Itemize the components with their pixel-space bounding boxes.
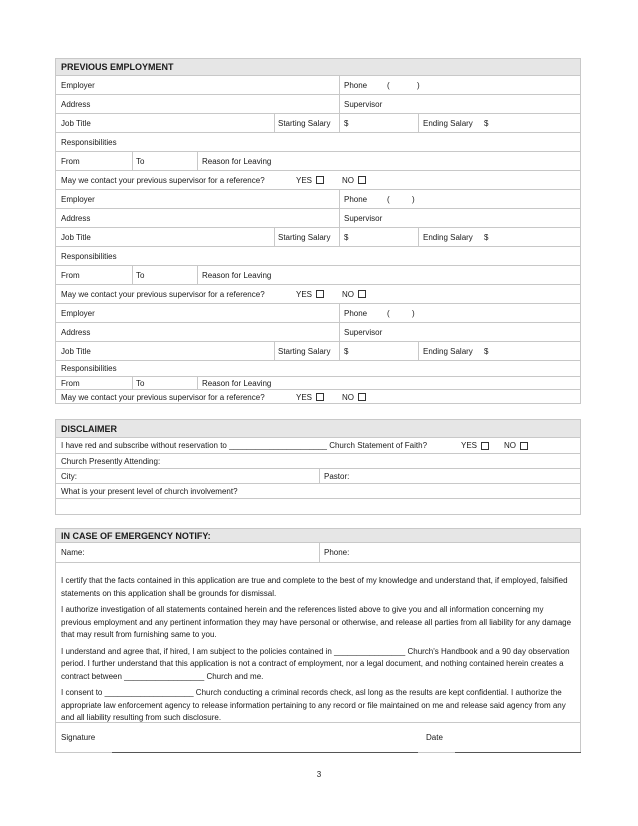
ending-salary-label: Ending Salary xyxy=(423,346,473,356)
certification-text xyxy=(56,563,580,723)
yes-option[interactable] xyxy=(296,285,324,303)
contact-row xyxy=(56,171,580,190)
responsibilities-label: Responsibilities xyxy=(61,251,117,261)
starting-salary-dollar: $ xyxy=(344,118,349,128)
job-title-label: Job Title xyxy=(61,232,91,242)
responsibilities-row[interactable] xyxy=(56,133,580,152)
phone-label: Phone xyxy=(344,194,368,204)
from-label: From xyxy=(61,378,80,388)
address-label: Address xyxy=(61,99,91,109)
supervisor-label: Supervisor xyxy=(344,99,383,109)
dates-row[interactable] xyxy=(56,377,580,390)
employer-label: Employer xyxy=(61,80,95,90)
involvement-label: What is your present level of church involvement? xyxy=(61,486,238,496)
ending-salary-dollar: $ xyxy=(484,346,489,356)
starting-salary-label: Starting Salary xyxy=(278,346,331,356)
previous-employment-section xyxy=(55,58,581,404)
signature-label: Signature xyxy=(61,733,96,742)
address-row[interactable] xyxy=(56,209,580,228)
previous-employment-heading: PREVIOUS EMPLOYMENT xyxy=(56,59,580,76)
address-label: Address xyxy=(61,327,91,337)
no-checkbox[interactable] xyxy=(358,176,366,184)
to-label: To xyxy=(136,270,145,280)
date-line[interactable] xyxy=(455,752,581,753)
no-option[interactable] xyxy=(342,390,366,404)
job-title-row[interactable] xyxy=(56,228,580,247)
phone-label: Phone xyxy=(344,308,368,318)
city-label: City: xyxy=(61,471,77,481)
church-attending-row[interactable] xyxy=(56,454,580,469)
signature-row xyxy=(56,723,580,752)
employer-label: Employer xyxy=(61,308,95,318)
starting-salary-label: Starting Salary xyxy=(278,232,331,242)
contact-row xyxy=(56,285,580,304)
reason-label: Reason for Leaving xyxy=(202,270,272,280)
supervisor-label: Supervisor xyxy=(344,213,383,223)
responsibilities-row[interactable] xyxy=(56,247,580,266)
reason-label: Reason for Leaving xyxy=(202,156,272,166)
authorize-paragraph: I authorize investigation of all statements contained herein and the references listed above to give you and all information concerning my previous employment and any pertinent information they may have personal or otherwise, and release all parties from all liability for any damage that may result from furnishing same to you. xyxy=(61,605,572,639)
no-option[interactable] xyxy=(504,438,528,453)
job-title-label: Job Title xyxy=(61,346,91,356)
from-label: From xyxy=(61,156,80,166)
starting-salary-label: Starting Salary xyxy=(278,118,331,128)
ending-salary-dollar: $ xyxy=(484,118,489,128)
ending-salary-label: Ending Salary xyxy=(423,232,473,242)
dates-row[interactable] xyxy=(56,266,580,285)
church-attending-label: Church Presently Attending: xyxy=(61,456,161,466)
statement-of-faith-text: I have red and subscribe without reservation to ______________________ Church Statement of Faith? xyxy=(61,441,428,450)
yes-label: YES xyxy=(296,175,313,185)
address-row[interactable] xyxy=(56,323,580,342)
no-option[interactable] xyxy=(342,171,366,189)
emergency-section xyxy=(55,528,581,753)
starting-salary-dollar: $ xyxy=(344,346,349,356)
employer-row[interactable] xyxy=(56,190,580,209)
responsibilities-row[interactable] xyxy=(56,361,580,377)
yes-checkbox[interactable] xyxy=(316,393,324,401)
yes-checkbox[interactable] xyxy=(316,176,324,184)
job-title-row[interactable] xyxy=(56,114,580,133)
no-label: NO xyxy=(342,392,354,402)
emergency-heading: IN CASE OF EMERGENCY NOTIFY: xyxy=(56,529,580,543)
disclaimer-heading: DISCLAIMER xyxy=(56,420,580,438)
consent-paragraph: I consent to ____________________ Church conducting a criminal records check, asl long as the results are kept confidential. I authorize the appropriate law enforcement agency to release information pertaining to any record or file maintained on me and release said agency from any and all liability resulting from such disclosure. xyxy=(61,688,566,722)
employer-row[interactable] xyxy=(56,304,580,323)
reason-label: Reason for Leaving xyxy=(202,378,272,388)
no-label: NO xyxy=(342,289,354,299)
no-option[interactable] xyxy=(342,285,366,303)
from-label: From xyxy=(61,270,80,280)
phone-open-paren: ( xyxy=(387,80,390,90)
ending-salary-dollar: $ xyxy=(484,232,489,242)
no-label: NO xyxy=(342,175,354,185)
phone-open-paren: ( xyxy=(387,308,390,318)
to-label: To xyxy=(136,378,145,388)
job-title-row[interactable] xyxy=(56,342,580,361)
pastor-label: Pastor: xyxy=(324,471,350,481)
contact-question: May we contact your previous supervisor for a reference? xyxy=(61,289,265,299)
responsibilities-label: Responsibilities xyxy=(61,137,117,147)
phone-close-paren: ) xyxy=(412,308,415,318)
signature-line[interactable] xyxy=(112,752,418,753)
address-row[interactable] xyxy=(56,95,580,114)
yes-option[interactable] xyxy=(296,390,324,404)
emergency-name-label: Name: xyxy=(61,548,85,557)
yes-option[interactable] xyxy=(296,171,324,189)
responsibilities-label: Responsibilities xyxy=(61,364,117,373)
employer-label: Employer xyxy=(61,194,95,204)
phone-close-paren: ) xyxy=(412,194,415,204)
contact-row xyxy=(56,390,580,404)
phone-close-paren: ) xyxy=(417,80,420,90)
job-title-label: Job Title xyxy=(61,118,91,128)
yes-checkbox[interactable] xyxy=(481,442,489,450)
no-checkbox[interactable] xyxy=(358,393,366,401)
dates-row[interactable] xyxy=(56,152,580,171)
address-label: Address xyxy=(61,213,91,223)
ending-salary-label: Ending Salary xyxy=(423,118,473,128)
to-label: To xyxy=(136,156,145,166)
yes-label: YES xyxy=(296,392,313,402)
yes-checkbox[interactable] xyxy=(316,290,324,298)
phone-label: Phone xyxy=(344,80,368,90)
contact-question: May we contact your previous supervisor for a reference? xyxy=(61,392,265,402)
disclaimer-section xyxy=(55,419,581,515)
emergency-phone-label: Phone: xyxy=(324,548,350,557)
employer-row[interactable] xyxy=(56,76,580,95)
involvement-answer-row[interactable] xyxy=(56,499,580,514)
no-label: NO xyxy=(504,441,516,450)
supervisor-label: Supervisor xyxy=(344,327,383,337)
yes-label: YES xyxy=(296,289,313,299)
yes-label: YES xyxy=(461,441,478,450)
starting-salary-dollar: $ xyxy=(344,232,349,242)
no-checkbox[interactable] xyxy=(520,442,528,450)
statement-of-faith-row xyxy=(56,438,580,454)
page-number: 3 xyxy=(316,770,322,779)
no-checkbox[interactable] xyxy=(358,290,366,298)
contact-question: May we contact your previous supervisor for a reference? xyxy=(61,175,265,185)
certify-paragraph: I certify that the facts contained in this application are true and complete to the best of my knowledge and understand that, if employed, falsified statements on this application shall be grounds for dismissal. xyxy=(61,576,568,598)
date-label: Date xyxy=(426,733,443,742)
policies-paragraph: I understand and agree that, if hired, I am subject to the policies contained in ________________ Church's Handbook and a 90 day observation period. I further understand that this application is not a contract of employment, nor a legal document, and nothing contained herein creates a contract between __________________ Church and me. xyxy=(61,646,570,681)
emergency-contact-row[interactable] xyxy=(56,543,580,563)
phone-open-paren: ( xyxy=(387,194,390,204)
yes-option[interactable] xyxy=(461,438,489,453)
involvement-row[interactable] xyxy=(56,484,580,499)
city-pastor-row[interactable] xyxy=(56,469,580,484)
